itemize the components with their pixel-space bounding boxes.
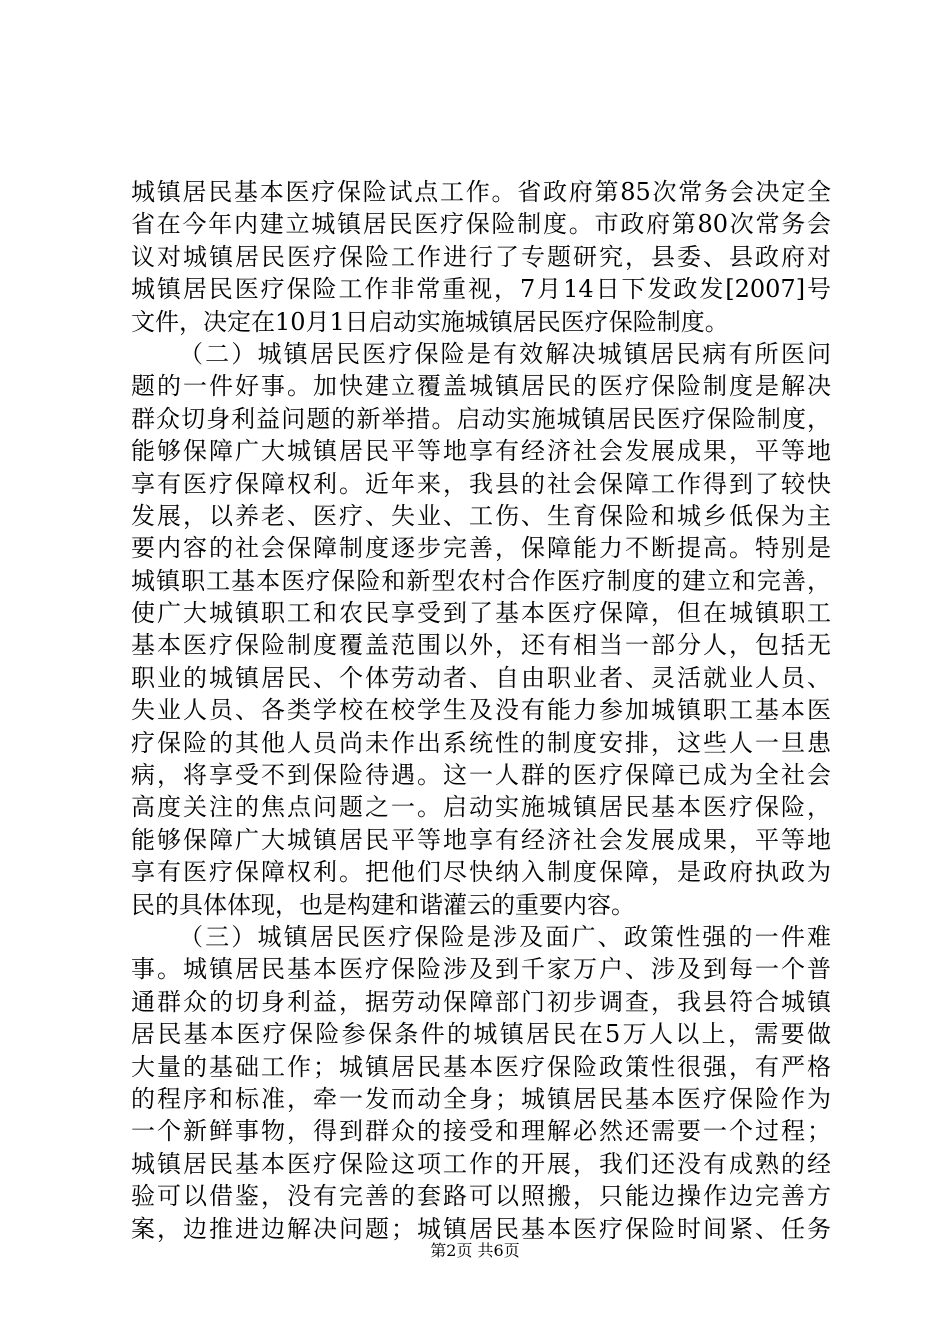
- text-line: 城镇职工基本医疗保险和新型农村合作医疗制度的建立和完善，: [131, 566, 831, 595]
- page-number-footer: 第2页 共6页: [430, 1241, 520, 1260]
- text-line: 城镇居民基本医疗保险试点工作。省政府第85次常务会决定全: [131, 178, 831, 206]
- text-line: 病，将享受不到保险待遇。这一人群的医疗保障已成为全社会: [131, 761, 831, 790]
- text-line: 高度关注的焦点问题之一。启动实施城镇居民基本医疗保险，: [131, 793, 831, 822]
- text-line: 城镇居民基本医疗保险这项工作的开展，我们还没有成熟的经: [131, 1149, 831, 1178]
- text-line: 省在今年内建立城镇居民医疗保险制度。市政府第80次常务会: [131, 210, 831, 239]
- text-line: 享有医疗保障权利。把他们尽快纳入制度保障，是政府执政为: [131, 858, 831, 887]
- text-line: 题的一件好事。加快建立覆盖城镇居民的医疗保险制度是解决: [131, 372, 831, 401]
- text-line: 发展，以养老、医疗、失业、工伤、生育保险和城乡低保为主: [131, 501, 831, 530]
- text-line: 的程序和标准，牵一发而动全身；城镇居民基本医疗保险作为: [131, 1084, 831, 1113]
- text-line: 案，边推进边解决问题；城镇居民基本医疗保险时间紧、任务: [131, 1214, 831, 1243]
- text-line: 大量的基础工作；城镇居民基本医疗保险政策性很强，有严格: [131, 1052, 831, 1081]
- text-line: 城镇居民医疗保险工作非常重视，7月14日下发政发[2007]号: [131, 275, 831, 304]
- text-line: 基本医疗保险制度覆盖范围以外，还有相当一部分人，包括无: [131, 631, 831, 660]
- text-line: 文件，决定在10月1日启动实施城镇居民医疗保险制度。: [131, 307, 729, 336]
- text-line: 一个新鲜事物，得到群众的接受和理解必然还需要一个过程；: [131, 1117, 831, 1146]
- text-line: （二）城镇居民医疗保险是有效解决城镇居民病有所医问: [179, 339, 831, 368]
- text-line: 议对城镇居民医疗保险工作进行了专题研究，县委、县政府对: [131, 242, 831, 271]
- document-body: [131, 176, 831, 1245]
- text-line: 疗保险的其他人员尚未作出系统性的制度安排，这些人一旦患: [131, 728, 831, 757]
- text-line: 能够保障广大城镇居民平等地享有经济社会发展成果，平等地: [131, 437, 831, 466]
- text-line: 使广大城镇职工和农民享受到了基本医疗保障，但在城镇职工: [131, 599, 831, 628]
- text-line: 要内容的社会保障制度逐步完善，保障能力不断提高。特别是: [131, 534, 831, 563]
- text-line: 验可以借鉴，没有完善的套路可以照搬，只能边操作边完善方: [131, 1182, 831, 1211]
- text-line: 职业的城镇居民、个体劳动者、自由职业者、灵活就业人员、: [131, 663, 831, 692]
- text-line: 居民基本医疗保险参保条件的城镇居民在5万人以上，需要做: [131, 1020, 831, 1049]
- text-line: 享有医疗保障权利。近年来，我县的社会保障工作得到了较快: [131, 469, 831, 498]
- text-line: （三）城镇居民医疗保险是涉及面广、政策性强的一件难: [179, 922, 831, 951]
- text-line: 通群众的切身利益，据劳动保障部门初步调查，我县符合城镇: [131, 987, 831, 1016]
- text-line: 群众切身利益问题的新举措。启动实施城镇居民医疗保险制度，: [131, 404, 831, 433]
- text-line: 失业人员、各类学校在校学生及没有能力参加城镇职工基本医: [131, 696, 831, 725]
- text-line: 能够保障广大城镇居民平等地享有经济社会发展成果，平等地: [131, 825, 831, 854]
- text-line: 事。城镇居民基本医疗保险涉及到千家万户、涉及到每一个普: [131, 955, 831, 984]
- text-line: 民的具体体现，也是构建和谐灌云的重要内容。: [131, 890, 635, 919]
